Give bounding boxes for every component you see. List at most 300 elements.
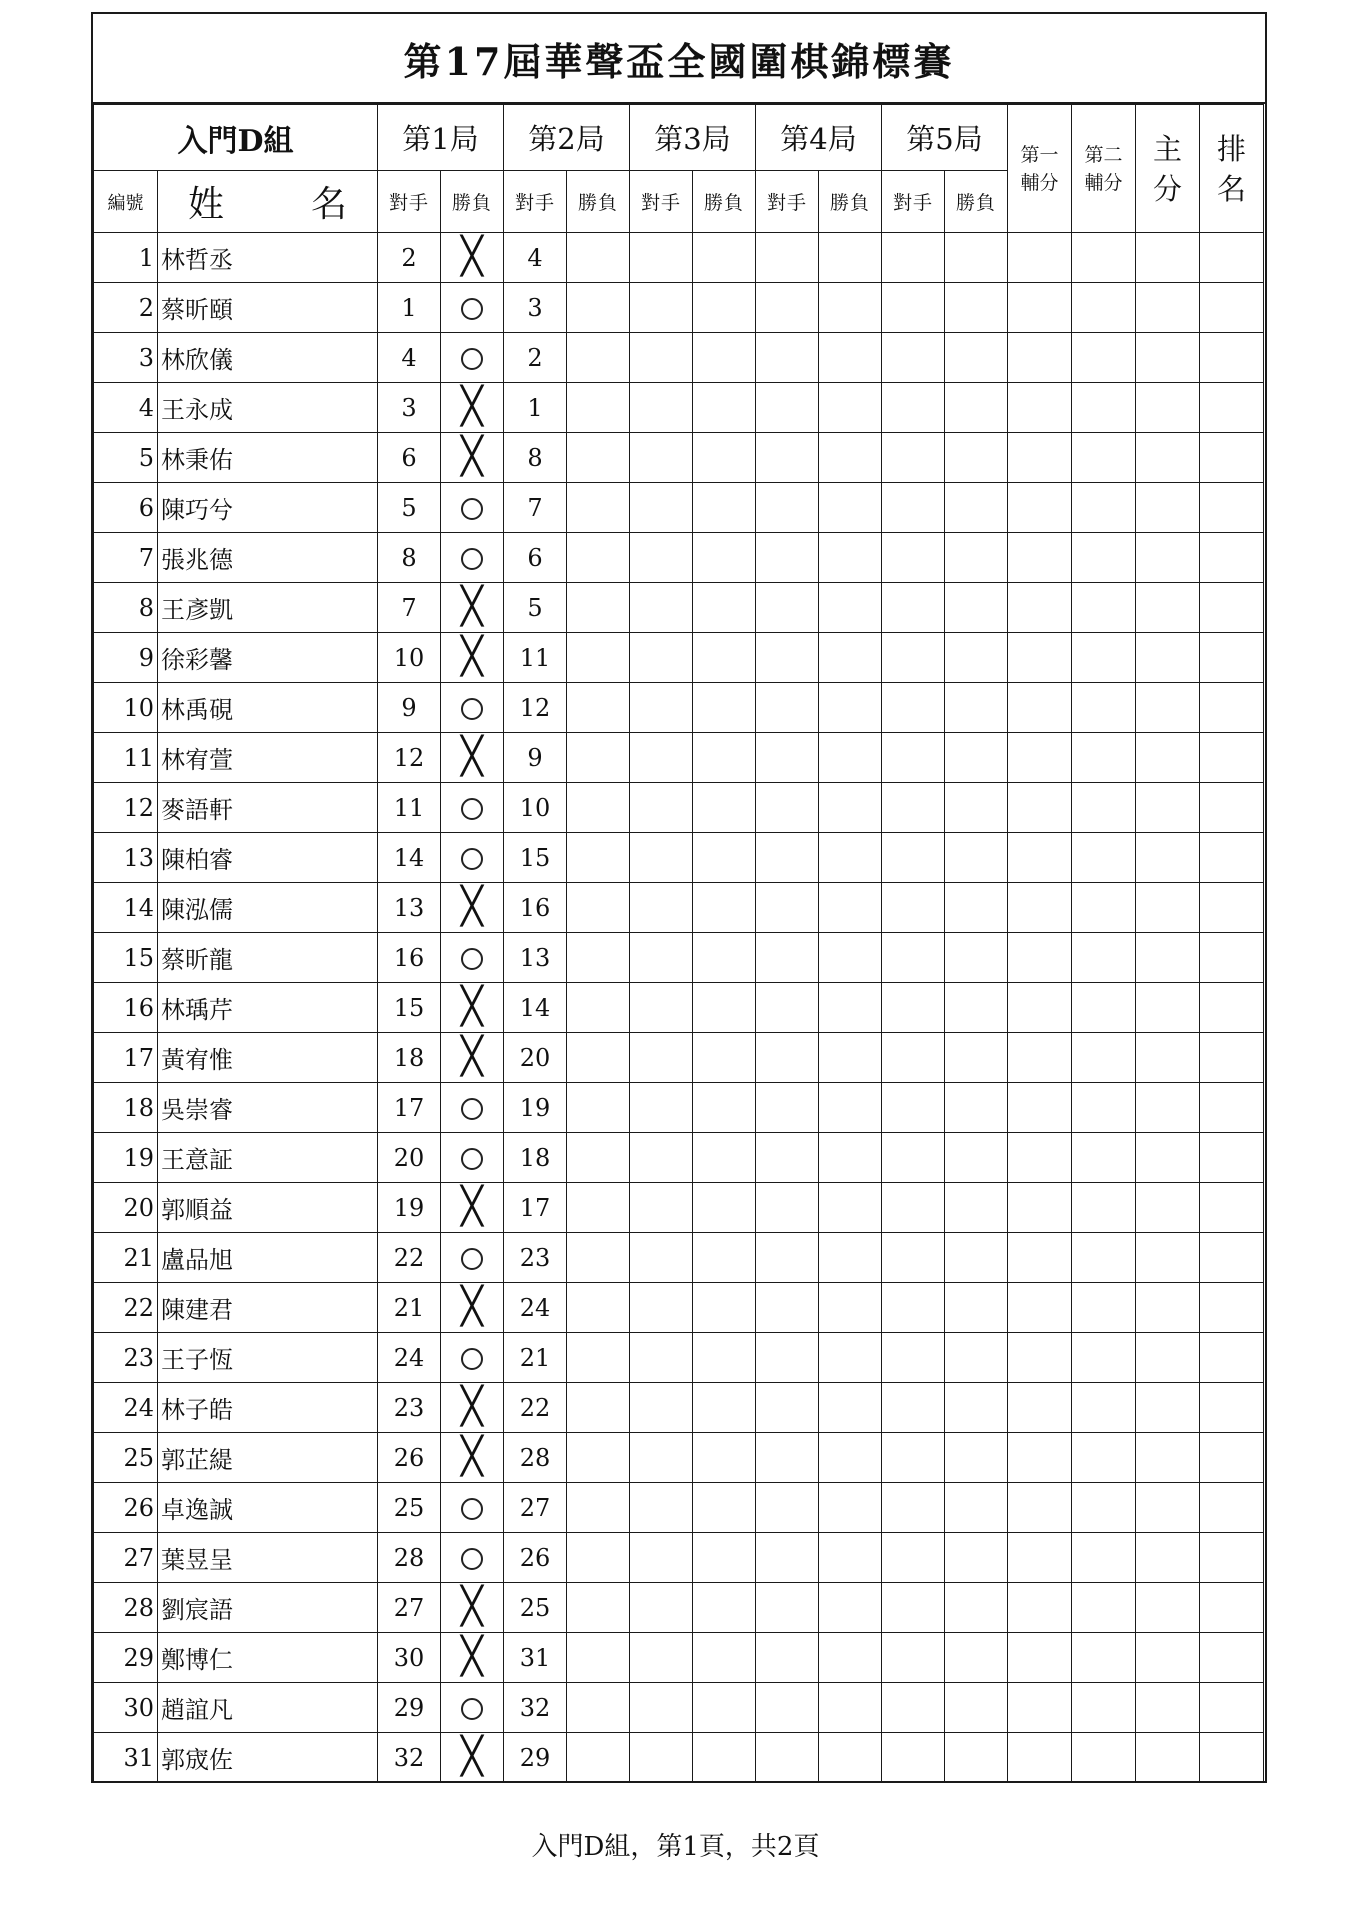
empty-cell — [567, 1283, 630, 1333]
empty-cell — [882, 1283, 945, 1333]
empty-cell — [693, 1733, 756, 1783]
empty-cell — [567, 983, 630, 1033]
empty-cell — [693, 483, 756, 533]
round2-opponent: 4 — [504, 233, 567, 283]
empty-cell — [1008, 283, 1072, 333]
empty-cell — [1136, 233, 1200, 283]
empty-cell — [1136, 533, 1200, 583]
empty-cell — [756, 1383, 819, 1433]
empty-cell — [819, 483, 882, 533]
empty-cell — [819, 283, 882, 333]
empty-cell — [1072, 283, 1136, 333]
result-header: 勝負 — [567, 171, 630, 233]
loss-cross-icon: ╳ — [461, 1385, 483, 1427]
empty-cell — [630, 1683, 693, 1733]
empty-cell — [1008, 1733, 1072, 1783]
round1-result — [441, 1633, 504, 1683]
empty-cell — [1136, 1583, 1200, 1633]
empty-cell — [945, 833, 1008, 883]
empty-cell — [945, 733, 1008, 783]
empty-cell — [756, 1183, 819, 1233]
empty-cell — [945, 1383, 1008, 1433]
empty-cell — [567, 533, 630, 583]
player-name: 林子皓 — [158, 1383, 378, 1433]
win-circle-icon — [461, 1698, 483, 1720]
empty-cell — [945, 933, 1008, 983]
round1-result — [441, 283, 504, 333]
empty-cell — [1008, 583, 1072, 633]
empty-cell — [756, 583, 819, 633]
empty-cell — [1008, 1533, 1072, 1583]
round1-opponent: 7 — [378, 583, 441, 633]
player-name: 陳巧兮 — [158, 483, 378, 533]
empty-cell — [693, 1633, 756, 1683]
round2-opponent: 6 — [504, 533, 567, 583]
empty-cell — [630, 983, 693, 1033]
empty-cell — [630, 1533, 693, 1583]
empty-cell — [1008, 233, 1072, 283]
round1-opponent: 15 — [378, 983, 441, 1033]
empty-cell — [630, 1583, 693, 1633]
empty-cell — [819, 1033, 882, 1083]
empty-cell — [882, 1483, 945, 1533]
empty-cell — [756, 983, 819, 1033]
empty-cell — [882, 733, 945, 783]
round2-opponent: 1 — [504, 383, 567, 433]
loss-cross-icon: ╳ — [461, 735, 483, 777]
round1-opponent: 29 — [378, 1683, 441, 1733]
empty-cell — [882, 1233, 945, 1283]
win-circle-icon — [461, 948, 483, 970]
empty-cell — [1136, 883, 1200, 933]
round1-opponent: 13 — [378, 883, 441, 933]
empty-cell — [945, 1033, 1008, 1083]
player-number: 12 — [94, 783, 158, 833]
player-name: 卓逸誠 — [158, 1483, 378, 1533]
player-name: 徐彩馨 — [158, 633, 378, 683]
empty-cell — [756, 1333, 819, 1383]
empty-cell — [1200, 833, 1264, 883]
empty-cell — [756, 533, 819, 583]
empty-cell — [819, 1283, 882, 1333]
table-row — [94, 1283, 1264, 1333]
empty-cell — [1200, 1583, 1264, 1633]
main-score-line2: 分 — [1152, 171, 1182, 206]
empty-cell — [693, 1333, 756, 1383]
empty-cell — [1072, 1383, 1136, 1433]
win-circle-icon — [461, 548, 483, 570]
empty-cell — [1008, 1483, 1072, 1533]
empty-cell — [1136, 1433, 1200, 1483]
empty-cell — [630, 533, 693, 583]
player-number: 16 — [94, 983, 158, 1033]
round2-opponent: 23 — [504, 1233, 567, 1283]
round2-opponent: 27 — [504, 1483, 567, 1533]
empty-cell — [756, 383, 819, 433]
empty-cell — [693, 383, 756, 433]
empty-cell — [1072, 533, 1136, 583]
empty-cell — [1200, 1133, 1264, 1183]
round1-result — [441, 733, 504, 783]
empty-cell — [1008, 533, 1072, 583]
empty-cell — [630, 1433, 693, 1483]
round1-opponent: 3 — [378, 383, 441, 433]
empty-cell — [819, 433, 882, 483]
result-header: 勝負 — [441, 171, 504, 233]
round2-opponent: 2 — [504, 333, 567, 383]
round2-opponent: 14 — [504, 983, 567, 1033]
empty-cell — [693, 1133, 756, 1183]
empty-cell — [882, 1583, 945, 1633]
empty-cell — [945, 1633, 1008, 1683]
empty-cell — [1008, 933, 1072, 983]
result-header: 勝負 — [819, 171, 882, 233]
table-row — [94, 1083, 1264, 1133]
win-circle-icon — [461, 698, 483, 720]
empty-cell — [1072, 1283, 1136, 1333]
player-number: 9 — [94, 633, 158, 683]
round1-opponent: 12 — [378, 733, 441, 783]
round2-opponent: 10 — [504, 783, 567, 833]
empty-cell — [1200, 983, 1264, 1033]
empty-cell — [1072, 1483, 1136, 1533]
empty-cell — [1008, 383, 1072, 433]
empty-cell — [630, 883, 693, 933]
empty-cell — [693, 1383, 756, 1433]
round2-opponent: 8 — [504, 433, 567, 483]
empty-cell — [882, 533, 945, 583]
round1-result — [441, 233, 504, 283]
round2-opponent: 15 — [504, 833, 567, 883]
empty-cell — [693, 683, 756, 733]
empty-cell — [1008, 1233, 1072, 1283]
empty-cell — [1136, 583, 1200, 633]
empty-cell — [567, 1583, 630, 1633]
table-row — [94, 1683, 1264, 1733]
round1-result — [441, 483, 504, 533]
round1-result — [441, 1583, 504, 1633]
player-name: 王子恆 — [158, 1333, 378, 1383]
table-row — [94, 233, 1264, 283]
round2-opponent: 11 — [504, 633, 567, 683]
empty-cell — [567, 1433, 630, 1483]
empty-cell — [567, 1333, 630, 1383]
table-row — [94, 1583, 1264, 1633]
empty-cell — [1072, 483, 1136, 533]
name-header-b: 名 — [310, 184, 347, 225]
round2-opponent: 24 — [504, 1283, 567, 1333]
round1-opponent: 5 — [378, 483, 441, 533]
win-circle-icon — [461, 1348, 483, 1370]
empty-cell — [693, 233, 756, 283]
aux-score-2-line2: 輔分 — [1084, 171, 1123, 194]
player-number: 8 — [94, 583, 158, 633]
opponent-header: 對手 — [630, 171, 693, 233]
empty-cell — [756, 633, 819, 683]
table-row — [94, 533, 1264, 583]
empty-cell — [1200, 633, 1264, 683]
round2-opponent: 9 — [504, 733, 567, 783]
empty-cell — [693, 1433, 756, 1483]
player-name: 郭順益 — [158, 1183, 378, 1233]
empty-cell — [630, 1333, 693, 1383]
empty-cell — [630, 633, 693, 683]
round1-result — [441, 1683, 504, 1733]
empty-cell — [1008, 1433, 1072, 1483]
empty-cell — [630, 233, 693, 283]
aux-score-2-line1: 第二 — [1084, 143, 1123, 166]
round2-opponent: 18 — [504, 1133, 567, 1183]
round1-opponent: 28 — [378, 1533, 441, 1583]
table-row — [94, 1133, 1264, 1183]
loss-cross-icon: ╳ — [461, 235, 483, 277]
empty-cell — [693, 833, 756, 883]
empty-cell — [567, 1533, 630, 1583]
player-name: 黃宥惟 — [158, 1033, 378, 1083]
round1-result — [441, 1183, 504, 1233]
empty-cell — [819, 1433, 882, 1483]
empty-cell — [882, 283, 945, 333]
empty-cell — [756, 833, 819, 883]
empty-cell — [1008, 483, 1072, 533]
number-header: 編號 — [94, 171, 158, 233]
round-header: 第3局 — [630, 105, 756, 171]
player-rows — [94, 233, 1264, 1783]
opponent-header: 對手 — [756, 171, 819, 233]
empty-cell — [882, 833, 945, 883]
empty-cell — [693, 1483, 756, 1533]
player-name: 林禹硯 — [158, 683, 378, 733]
player-number: 29 — [94, 1633, 158, 1683]
empty-cell — [1072, 233, 1136, 283]
empty-cell — [693, 1583, 756, 1633]
empty-cell — [1200, 1183, 1264, 1233]
round2-opponent: 19 — [504, 1083, 567, 1133]
player-name: 林瑀芹 — [158, 983, 378, 1033]
player-number: 30 — [94, 1683, 158, 1733]
empty-cell — [945, 483, 1008, 533]
empty-cell — [819, 233, 882, 283]
player-name: 郭宬佐 — [158, 1733, 378, 1783]
player-number: 7 — [94, 533, 158, 583]
empty-cell — [945, 983, 1008, 1033]
rank-line2: 名 — [1216, 171, 1246, 206]
round1-opponent: 11 — [378, 783, 441, 833]
win-circle-icon — [461, 1248, 483, 1270]
empty-cell — [819, 733, 882, 783]
empty-cell — [882, 1333, 945, 1383]
empty-cell — [1136, 1183, 1200, 1233]
empty-cell — [819, 1183, 882, 1233]
empty-cell — [756, 1233, 819, 1283]
win-circle-icon — [461, 1098, 483, 1120]
opponent-header: 對手 — [378, 171, 441, 233]
empty-cell — [882, 333, 945, 383]
empty-cell — [756, 1433, 819, 1483]
empty-cell — [1136, 483, 1200, 533]
round-header: 第4局 — [756, 105, 882, 171]
rank-header — [1200, 105, 1264, 233]
empty-cell — [693, 433, 756, 483]
empty-cell — [819, 533, 882, 583]
empty-cell — [1008, 833, 1072, 883]
empty-cell — [756, 1583, 819, 1633]
empty-cell — [1200, 1333, 1264, 1383]
round1-opponent: 22 — [378, 1233, 441, 1283]
player-name: 林欣儀 — [158, 333, 378, 383]
empty-cell — [693, 533, 756, 583]
round1-opponent: 25 — [378, 1483, 441, 1533]
empty-cell — [1200, 1483, 1264, 1533]
player-number: 14 — [94, 883, 158, 933]
empty-cell — [1200, 333, 1264, 383]
table-row — [94, 1433, 1264, 1483]
player-name: 陳建君 — [158, 1283, 378, 1333]
empty-cell — [756, 883, 819, 933]
empty-cell — [756, 933, 819, 983]
round2-opponent: 17 — [504, 1183, 567, 1233]
round2-opponent: 3 — [504, 283, 567, 333]
page-title: 第17屆華聲盃全國圍棋錦標賽 — [93, 14, 1265, 104]
empty-cell — [1136, 1083, 1200, 1133]
round1-result — [441, 583, 504, 633]
empty-cell — [945, 233, 1008, 283]
table-row — [94, 783, 1264, 833]
empty-cell — [1200, 1433, 1264, 1483]
empty-cell — [1008, 1083, 1072, 1133]
loss-cross-icon: ╳ — [461, 635, 483, 677]
empty-cell — [630, 933, 693, 983]
empty-cell — [630, 683, 693, 733]
player-number: 23 — [94, 1333, 158, 1383]
table-row — [94, 883, 1264, 933]
round1-opponent: 30 — [378, 1633, 441, 1683]
empty-cell — [1136, 283, 1200, 333]
empty-cell — [1072, 1183, 1136, 1233]
empty-cell — [1136, 1283, 1200, 1333]
table-row — [94, 583, 1264, 633]
empty-cell — [567, 883, 630, 933]
main-score-header — [1136, 105, 1200, 233]
empty-cell — [1072, 583, 1136, 633]
empty-cell — [630, 1733, 693, 1783]
win-circle-icon — [461, 798, 483, 820]
empty-cell — [1072, 1583, 1136, 1633]
empty-cell — [630, 433, 693, 483]
player-number: 2 — [94, 283, 158, 333]
empty-cell — [1200, 1383, 1264, 1433]
empty-cell — [819, 583, 882, 633]
round1-opponent: 4 — [378, 333, 441, 383]
round2-opponent: 28 — [504, 1433, 567, 1483]
main-score-line1: 主 — [1152, 131, 1182, 166]
loss-cross-icon: ╳ — [461, 1585, 483, 1627]
round2-opponent: 7 — [504, 483, 567, 533]
empty-cell — [819, 1333, 882, 1383]
win-circle-icon — [461, 498, 483, 520]
round2-opponent: 25 — [504, 1583, 567, 1633]
round1-result — [441, 883, 504, 933]
empty-cell — [1136, 1483, 1200, 1533]
round1-result — [441, 1033, 504, 1083]
empty-cell — [693, 333, 756, 383]
empty-cell — [945, 1733, 1008, 1783]
empty-cell — [882, 1633, 945, 1683]
empty-cell — [567, 1733, 630, 1783]
player-name: 林哲丞 — [158, 233, 378, 283]
empty-cell — [630, 833, 693, 883]
empty-cell — [1008, 1633, 1072, 1683]
round1-result — [441, 933, 504, 983]
table-row — [94, 383, 1264, 433]
empty-cell — [1008, 733, 1072, 783]
round1-opponent: 26 — [378, 1433, 441, 1483]
round1-result — [441, 633, 504, 683]
table-row — [94, 433, 1264, 483]
empty-cell — [945, 1533, 1008, 1583]
player-name: 蔡昕龍 — [158, 933, 378, 983]
empty-cell — [819, 1633, 882, 1683]
empty-cell — [819, 1583, 882, 1633]
table-row — [94, 1183, 1264, 1233]
round1-opponent: 19 — [378, 1183, 441, 1233]
empty-cell — [1072, 933, 1136, 983]
empty-cell — [756, 1033, 819, 1083]
empty-cell — [630, 1283, 693, 1333]
empty-cell — [1136, 1033, 1200, 1083]
round2-opponent: 29 — [504, 1733, 567, 1783]
empty-cell — [819, 1683, 882, 1733]
empty-cell — [882, 483, 945, 533]
round1-opponent: 20 — [378, 1133, 441, 1183]
empty-cell — [756, 333, 819, 383]
player-name: 鄭博仁 — [158, 1633, 378, 1683]
player-name: 麥語軒 — [158, 783, 378, 833]
player-number: 17 — [94, 1033, 158, 1083]
empty-cell — [567, 1683, 630, 1733]
name-header-a: 姓 — [188, 184, 225, 225]
empty-cell — [1136, 1533, 1200, 1583]
empty-cell — [819, 783, 882, 833]
round1-opponent: 8 — [378, 533, 441, 583]
empty-cell — [1136, 1383, 1200, 1433]
empty-cell — [1072, 333, 1136, 383]
empty-cell — [1008, 333, 1072, 383]
round2-opponent: 20 — [504, 1033, 567, 1083]
page-footer: 入門D組，第1頁，共2頁 — [531, 1832, 820, 1862]
loss-cross-icon: ╳ — [461, 985, 483, 1027]
empty-cell — [945, 1183, 1008, 1233]
empty-cell — [945, 1083, 1008, 1133]
empty-cell — [1008, 1683, 1072, 1733]
round-header: 第5局 — [882, 105, 1008, 171]
empty-cell — [882, 1033, 945, 1083]
empty-cell — [819, 333, 882, 383]
empty-cell — [1200, 1233, 1264, 1283]
table-row — [94, 983, 1264, 1033]
empty-cell — [1008, 1033, 1072, 1083]
empty-cell — [756, 433, 819, 483]
empty-cell — [567, 683, 630, 733]
empty-cell — [567, 483, 630, 533]
empty-cell — [819, 1483, 882, 1533]
empty-cell — [693, 283, 756, 333]
round1-opponent: 21 — [378, 1283, 441, 1333]
round1-opponent: 16 — [378, 933, 441, 983]
empty-cell — [1136, 1133, 1200, 1183]
player-name: 陳柏睿 — [158, 833, 378, 883]
empty-cell — [1072, 1083, 1136, 1133]
